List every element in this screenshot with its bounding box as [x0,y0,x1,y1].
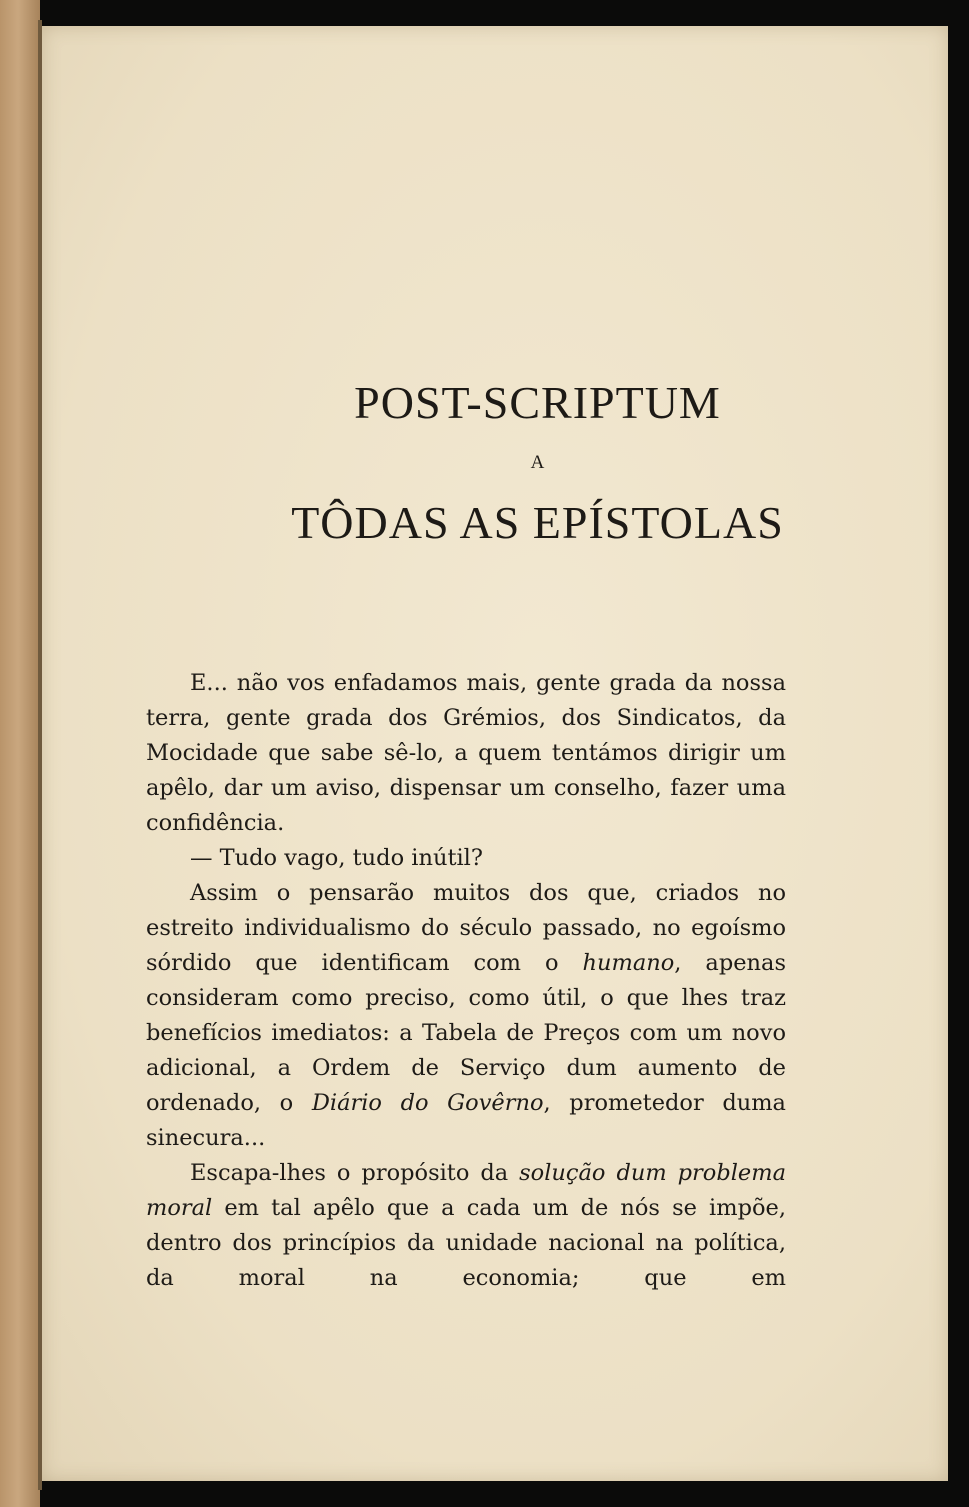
paragraph-4-text-b: em tal apêlo que a cada um de nós se impõe, dentro dos princípios da unidade nacional na política, da moral na economia; que em [146,1195,786,1291]
paragraph-4-italic: solução dum problema moral [146,1160,786,1221]
page-subtitle: TÔDAS AS EPÍSTOLAS [291,497,784,548]
paragraph-3-text-a: Assim o pensarão muitos dos que, criados no estreito individualismo do século passado, no egoísmo sórdido que identificam com o [146,880,786,976]
paragraph-3-text-b: , apenas consideram como preciso, como útil, o que lhes traz benefícios imediatos: a Tabela de Preços com um novo adicional, a Ordem de Serviço dum aumento de ordenado, o [146,950,786,1116]
paragraph-4 [146,1156,786,1296]
body-text [146,666,786,1296]
paragraph-3-text-c: , prometedor duma sinecura... [146,1090,786,1151]
paragraph-4-text-a: Escapa-lhes o propósito da [190,1160,520,1186]
paragraph-2: — Tudo vago, tudo inútil? [190,845,483,871]
page-title: POST-SCRIPTUM [354,377,721,428]
book-spine [0,0,40,1507]
paragraph-3-italic-2: Diário do Govêrno [311,1090,544,1116]
book-page [42,26,948,1481]
paragraph-3-italic-1: humano [582,950,675,976]
paragraph-3 [146,876,786,1156]
title-connector: A [530,452,545,473]
paragraph-1: E... não vos enfadamos mais, gente grada da nossa terra, gente grada dos Grémios, dos Sindicatos, da Mocidade que sabe sê-lo, a quem tentámos dirigir um apêlo, dar um aviso, dispensar um conselho, fazer uma confidência. [146,670,786,836]
